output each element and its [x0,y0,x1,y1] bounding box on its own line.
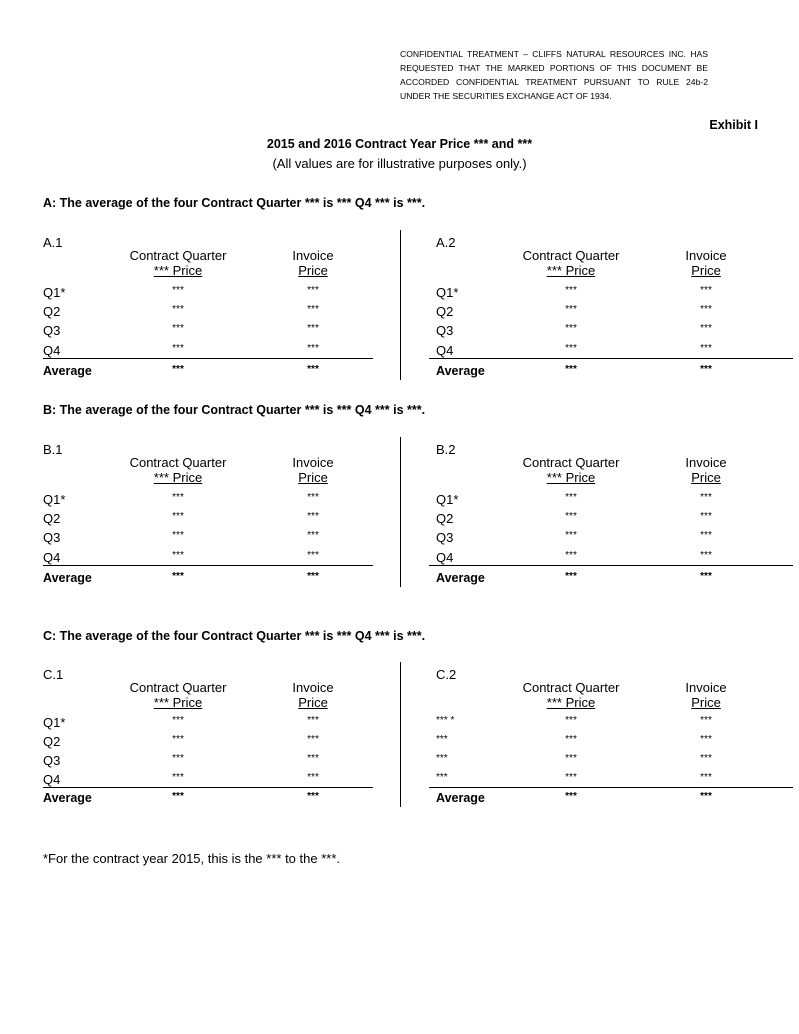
table-row: Q4 *** *** [43,550,319,565]
total-rule [429,358,793,359]
table-row: Q3 *** *** [436,530,712,545]
table-row: Q4 *** *** [436,343,712,358]
table-row: Q2 *** *** [43,511,319,526]
table-row: Q3 *** *** [43,530,319,545]
table-label: B.1 [43,442,63,457]
section-a-divider [400,230,401,380]
table-row: Q3 *** *** [43,323,319,338]
total-rule [43,565,373,566]
contract-quarter-header: Contract Quarter *** Price [129,680,227,710]
average-row: Average *** *** [43,571,319,585]
section-heading-c: C: The average of the four Contract Quarter *** is *** Q4 *** is ***. [43,629,426,643]
invoice-price-header: Invoice Price [292,455,334,485]
table-row: Q2 *** *** [43,304,319,319]
average-row: Average *** *** [436,364,712,378]
average-row: Average *** *** [43,791,319,805]
table-row: Q4 *** *** [43,772,319,787]
table-c2 [436,667,776,817]
confidential-notice: CONFIDENTIAL TREATMENT – CLIFFS NATURAL RESOURCES INC. HAS REQUESTED THAT THE MARKED PORTIONS OF THIS DOCUMENT BE ACCORDED CONFIDENTIAL TREATMENT PURSUANT TO RULE 24b-2 UNDER THE SECURITIES EXCHANGE ACT OF 1934. [400,49,708,101]
document-title: 2015 and 2016 Contract Year Price *** and *** [266,137,533,151]
table-row: Q2 *** *** [436,511,712,526]
table-row: *** *** *** [436,753,712,764]
invoice-price-header: Invoice Price [685,455,727,485]
table-row: *** *** *** [436,734,712,745]
average-row: Average *** *** [436,571,712,585]
invoice-price-header: Invoice Price [685,248,727,278]
total-rule [43,787,373,788]
invoice-price-header: Invoice Price [292,248,334,278]
document-subtitle: (All values are for illustrative purposes only.) [272,156,527,171]
table-a2 [436,235,776,385]
table-label: C.1 [43,667,64,682]
invoice-price-header: Invoice Price [685,680,727,710]
table-label: A.2 [436,235,456,250]
table-c1 [43,667,383,817]
invoice-price-header: Invoice Price [292,680,334,710]
table-row: Q1* *** *** [43,715,319,730]
table-b1 [43,442,383,592]
total-rule [429,787,793,788]
section-b-divider [400,437,401,587]
table-row: Q1* *** *** [436,492,712,507]
average-row: Average *** *** [43,364,319,378]
section-heading-b: B: The average of the four Contract Quarter *** is *** Q4 *** is ***. [43,403,426,417]
contract-quarter-header: Contract Quarter *** Price [522,248,620,278]
table-label: C.2 [436,667,457,682]
contract-quarter-header: Contract Quarter *** Price [129,455,227,485]
table-row: Q2 *** *** [436,304,712,319]
table-row: *** * *** *** [436,715,712,726]
table-label: A.1 [43,235,63,250]
exhibit-label: Exhibit I [709,118,758,132]
table-b2 [436,442,776,592]
contract-quarter-header: Contract Quarter *** Price [522,455,620,485]
table-row: Q1* *** *** [43,492,319,507]
table-label: B.2 [436,442,456,457]
table-row: Q2 *** *** [43,734,319,749]
table-row: Q3 *** *** [43,753,319,768]
table-a1 [43,235,383,385]
total-rule [43,358,373,359]
table-row: Q1* *** *** [436,285,712,300]
table-row: Q4 *** *** [43,343,319,358]
table-row: Q4 *** *** [436,550,712,565]
table-row: Q3 *** *** [436,323,712,338]
average-row: Average *** *** [436,791,712,805]
table-row: *** *** *** [436,772,712,783]
section-c-divider [400,662,401,807]
table-row: Q1* *** *** [43,285,319,300]
section-heading-a: A: The average of the four Contract Quarter *** is *** Q4 *** is ***. [43,196,426,210]
footnote: *For the contract year 2015, this is the *** to the ***. [43,851,340,866]
contract-quarter-header: Contract Quarter *** Price [129,248,227,278]
contract-quarter-header: Contract Quarter *** Price [522,680,620,710]
total-rule [429,565,793,566]
